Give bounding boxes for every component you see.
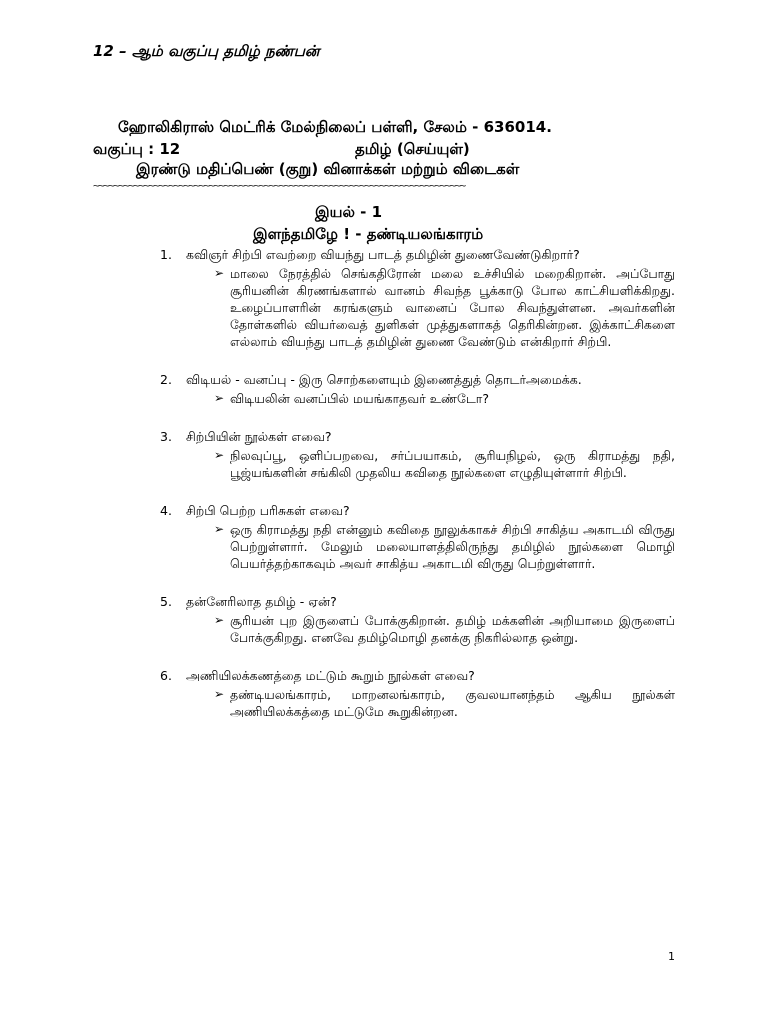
page-number: 1 [668,950,675,963]
question-item [160,428,675,481]
school-name-line: ஹோலிகிராஸ் மெட்ரிக் மேல்நிலைப் பள்ளி, சேலம் - 636014. [118,118,552,136]
question-item [160,371,675,407]
answer-text: மாலை நேரத்தில் செங்கதிரோன் மலை உச்சியில் மறைகிறான். அப்போது சூரியனின் கிரணங்களால் வானம் சிவந்த பூக்காடு போல காட்சியளிக்கிறது. உழைப்பாளரின் கரங்களும் வானைப் போல சிவந்துள்ளன. அவர்களின் தோள்களில் வியர்வைத் துளிகள் முத்துகளாகத் தெரிகின்றன. இக்காட்சிகளை எல்லாம் வியந்து பாடத் தமிழின் துணை வேண்டும் என்கிறார் சிற்பி. [230,266,675,349]
qa-section-title: இரண்டு மதிப்பெண் (குறு) வினாக்கள் மற்றும் விடைகள் [136,160,520,178]
question-text: சிற்பியின் நூல்கள் எவை? [186,429,332,444]
question-text: சிற்பி பெற்ற பரிசுகள் எவை? [186,503,350,518]
question-item [160,667,675,720]
answer-text: தண்டியலங்காரம், மாறனலங்காரம், குவலயானந்தம் ஆகிய நூல்கள் அணியிலக்கத்தை மட்டுமே கூறுகின்றன. [230,687,675,719]
unit-title: இளந்தமிழே ! - தண்டியலங்காரம் [253,225,484,243]
answer-text: விடியலின் வனப்பில் மயங்காதவர் உண்டோ? [230,391,489,406]
question-number: 5. [160,594,172,609]
answer-block [206,447,675,481]
subject-label: தமிழ் (செய்யுள்) [355,140,470,158]
unit-label: இயல் - 1 [315,203,383,221]
answer-text: சூரியன் புற இருளைப் போக்குகிறான். தமிழ் மக்களின் அறியாமை இருளைப் போக்குகிறது. எனவே தமிழ்மொழி தனக்கு நிகரில்லாத ஒன்று. [230,613,675,645]
arrow-bullet-icon: ➢ [214,687,225,701]
question-number: 4. [160,503,172,518]
answer-block [206,612,675,646]
question-item [160,593,675,646]
question-text: தன்னேரிலாத தமிழ் - ஏன்? [186,594,337,609]
class-label: வகுப்பு : 12 [93,140,181,158]
question-text: கவிஞர் சிற்பி எவற்றை வியந்து பாடத் தமிழின் துணைவேண்டுகிறார்? [186,247,580,262]
answer-block [206,390,675,407]
document-header-title: 12 – ஆம் வகுப்பு தமிழ் நண்பன் [93,42,320,60]
answer-text: ஒரு கிராமத்து நதி என்னும் கவிதை நூலுக்காகச் சிற்பி சாகித்ய அகாடமி விருது பெற்றுள்ளார். மேலும் மலையாளத்திலிருந்து தமிழில் நூல்களை மொழி பெயர்த்தற்காகவும் அவர் சாகித்ய அகாடமி விருது பெற்றுள்ளார். [230,522,675,571]
arrow-bullet-icon: ➢ [214,448,225,462]
question-number: 1. [160,247,172,262]
question-text: விடியல் - வனப்பு - இரு சொற்களையும் இணைத்துத் தொடர்அமைக்க. [186,372,582,387]
question-item [160,246,675,350]
question-list [160,246,675,741]
tilde-separator: ~~~~~~~~~~~~~~~~~~~~~~~~~~~~~~~~~~~~~~~~~~~~~~~~~~~~~~~~~~~~~~~~~~~~~~~~~~ [93,179,465,192]
question-item [160,502,675,572]
question-number: 2. [160,372,172,387]
answer-block [206,686,675,720]
question-number: 6. [160,668,172,683]
answer-block [206,265,675,350]
question-number: 3. [160,429,172,444]
arrow-bullet-icon: ➢ [214,522,225,536]
answer-text: நிலவுப்பூ, ஒளிப்பறவை, சர்ப்பயாகம், சூரியநிழல், ஒரு கிராமத்து நதி, பூஜ்யங்களின் சங்கிலி முதலிய கவிதை நூல்களை எழுதியுள்ளார் சிற்பி. [230,448,675,480]
arrow-bullet-icon: ➢ [214,613,225,627]
arrow-bullet-icon: ➢ [214,391,225,405]
answer-block [206,521,675,572]
question-text: அணியிலக்கணத்தை மட்டும் கூறும் நூல்கள் எவை? [186,668,475,683]
arrow-bullet-icon: ➢ [214,266,225,280]
